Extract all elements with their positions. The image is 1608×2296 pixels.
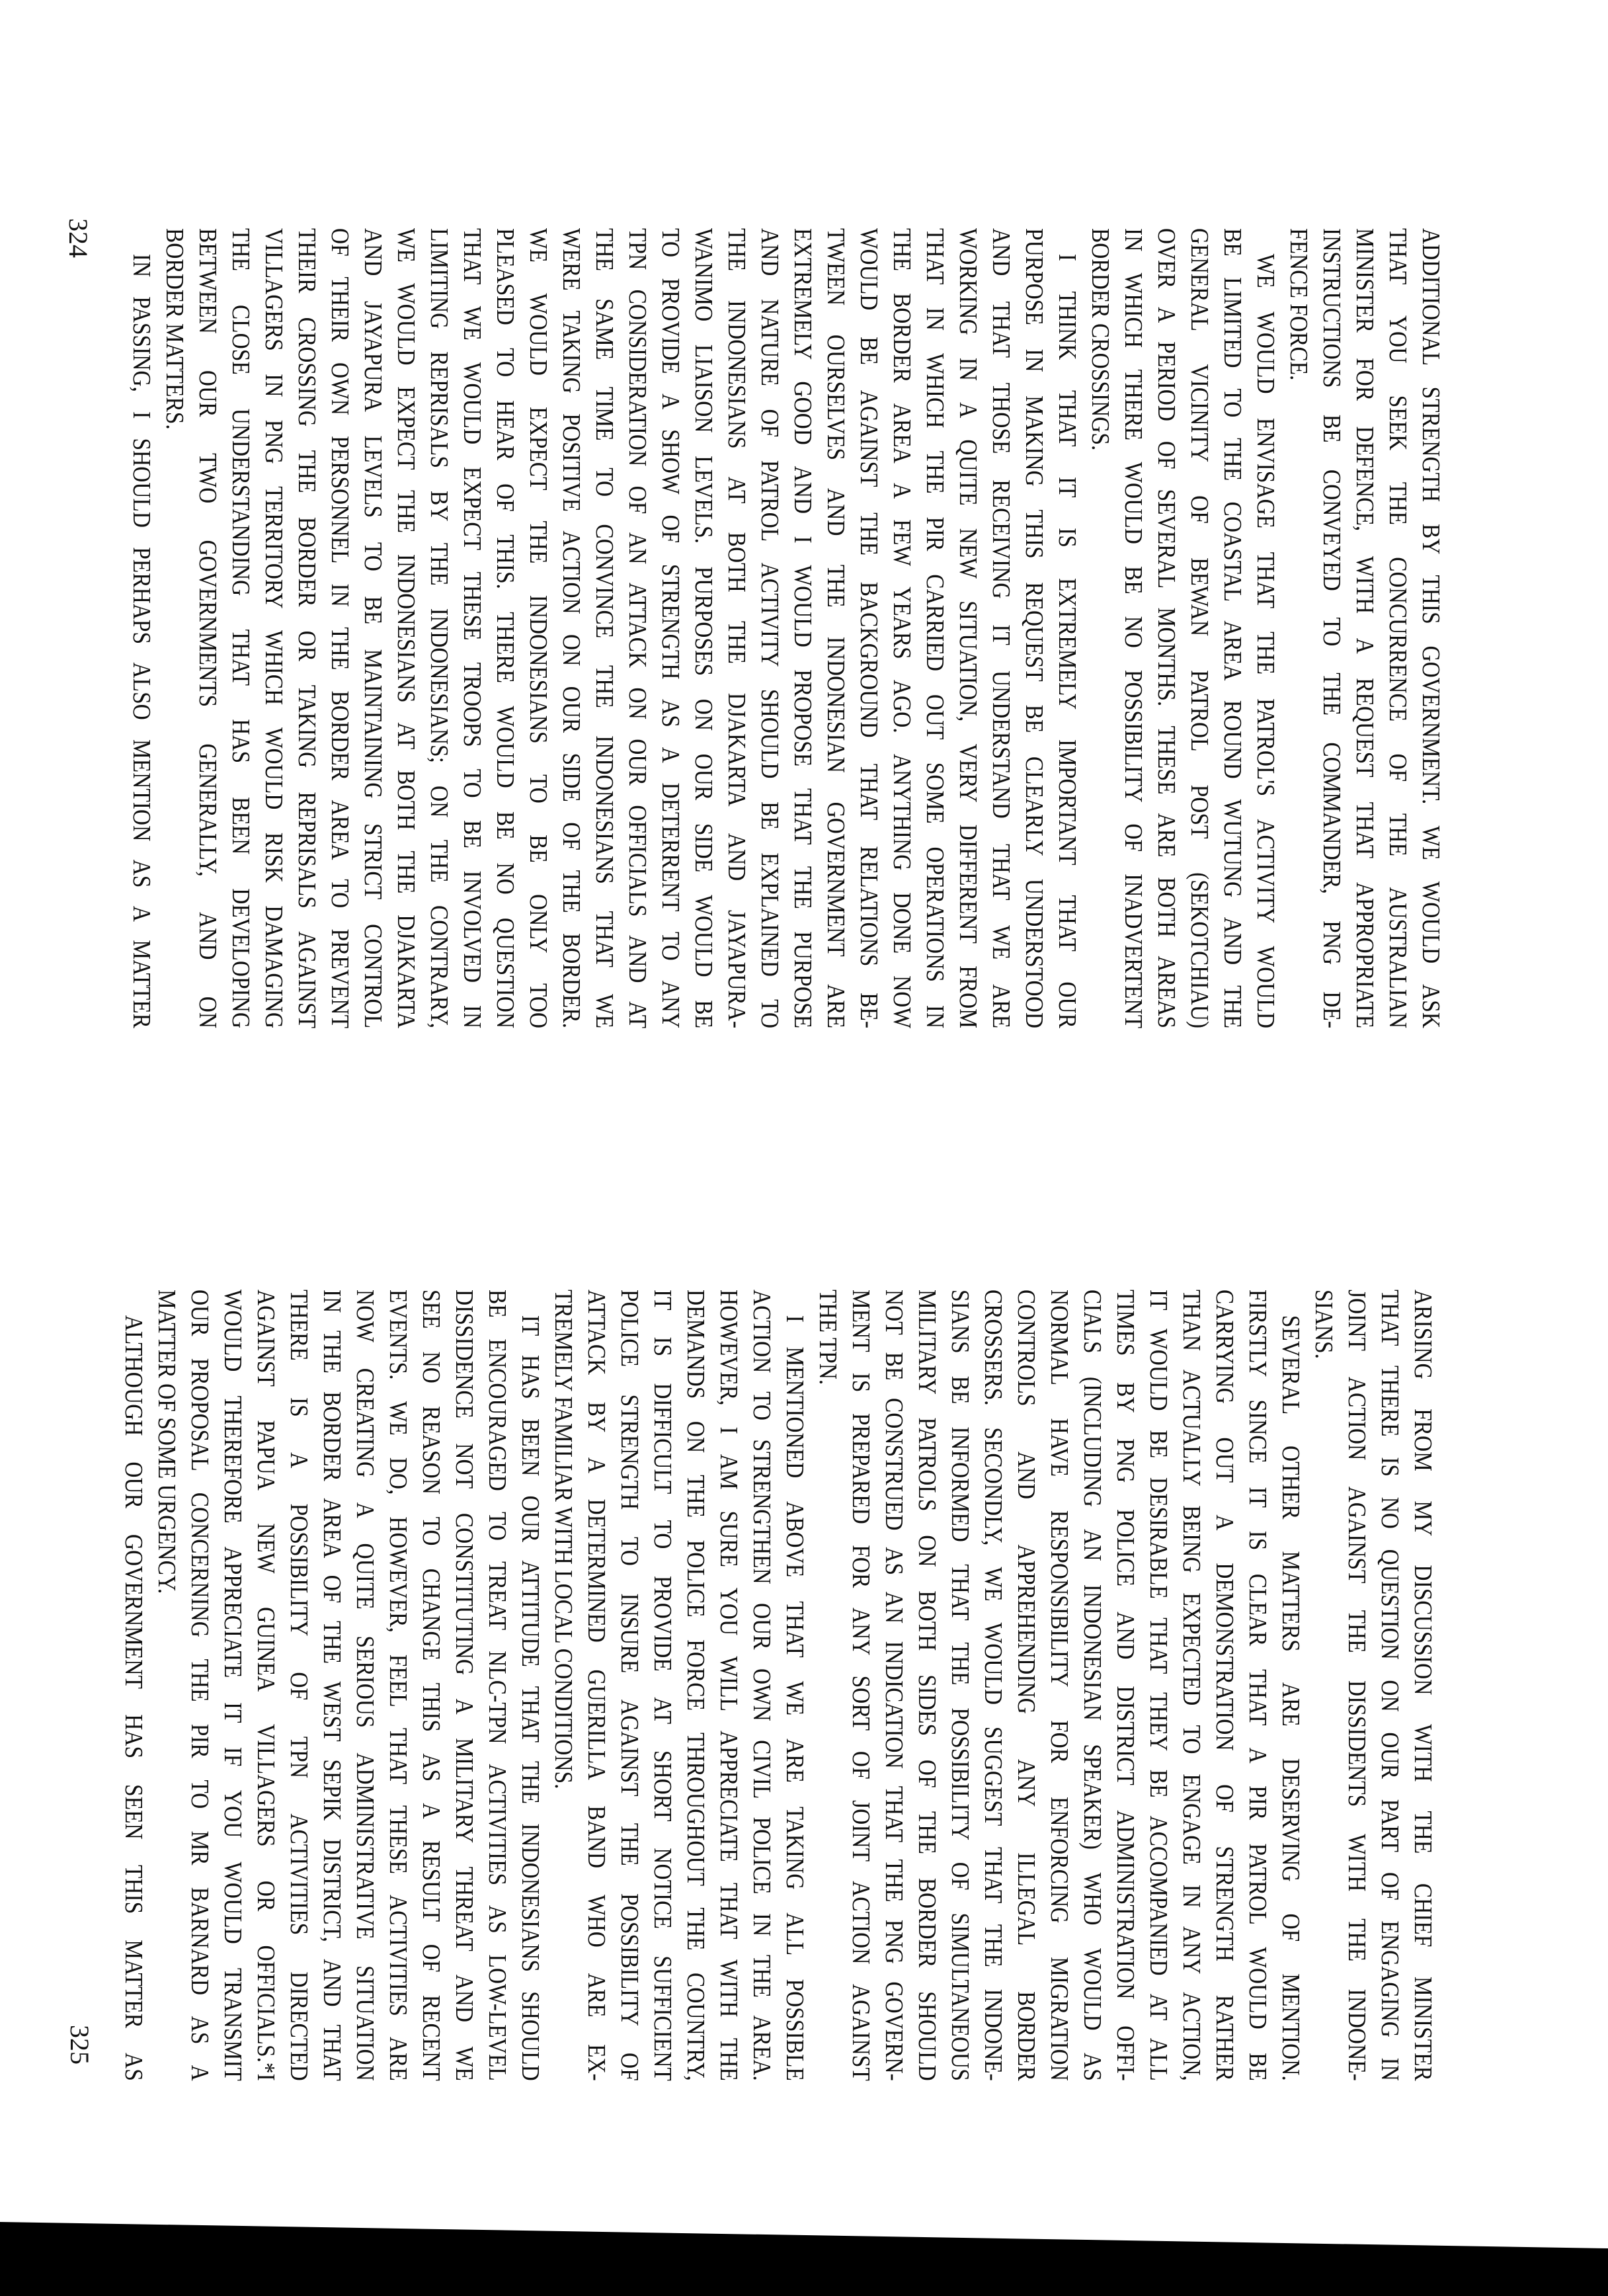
text-line: GENERAL VICINITY OF BEWAN PATROL POST (SEKOTCHIAU) <box>1186 228 1213 1028</box>
text-line: CIALS (INCLUDING AN INDONESIAN SPEAKER) WHO WOULD AS <box>1078 1290 1106 2081</box>
text-line: THERE IS A POSSIBILITY OF TPN ACTIVITIES DIRECTED <box>285 1290 313 2081</box>
text-line: CONTROLS AND APPREHENDING ANY ILLEGAL BORDER <box>1012 1290 1040 2081</box>
text-line: HOWEVER, I AM SURE YOU WILL APPRECIATE THAT WITH THE <box>715 1290 743 2081</box>
text-line: EXTREMELY GOOD AND I WOULD PROPOSE THAT THE PURPOSE <box>789 228 817 1028</box>
text-line: SEE NO REASON TO CHANGE THIS AS A RESULT OF RECENT <box>417 1290 445 2081</box>
page-324-text-block <box>125 228 1447 1028</box>
text-line: BE ENCOURAGED TO TREAT NLC-TPN ACTIVITIES AS LOW-LEVEL <box>483 1290 511 2081</box>
text-line: POLICE STRENGTH TO INSURE AGAINST THE POSSIBILITY OF <box>616 1290 643 2081</box>
text-line: PLEASED TO HEAR OF THIS. THERE WOULD BE NO QUESTION <box>491 228 519 1028</box>
text-line: THE TPN. <box>814 1290 842 1385</box>
text-line: TWEEN OURSELVES AND THE INDONESIAN GOVERNMENT ARE <box>822 228 850 1028</box>
text-line: AGAINST PAPUA NEW GUINEA VILLAGERS OR OFFICIALS.*I <box>252 1290 280 2081</box>
text-line: WANIMO LIAISON LEVELS. PURPOSES ON OUR SIDE WOULD BE <box>690 228 717 1028</box>
text-line: AND NATURE OF PATROL ACTIVITY SHOULD BE EXPLAINED TO <box>756 228 784 1028</box>
text-line: BE LIMITED TO THE COASTAL AREA ROUND WUTUNG AND THE <box>1219 228 1246 1028</box>
text-line: WORKING IN A QUITE NEW SITUATION, VERY DIFFERENT FROM <box>954 228 982 1028</box>
text-line: CROSSERS. SECONDLY, WE WOULD SUGGEST THAT THE INDONE- <box>979 1290 1007 2081</box>
text-line: IT HAS BEEN OUR ATTITUDE THAT THE INDONESIANS SHOULD <box>516 1315 544 2081</box>
text-line: AND JAYAPURA LEVELS TO BE MAINTAINING STRICT CONTROL <box>359 228 387 1028</box>
text-line: TPN CONSIDERATION OF AN ATTACK ON OUR OFFICIALS AND AT <box>623 228 651 1028</box>
text-line: IT IS DIFFICULT TO PROVIDE AT SHORT NOTICE SUFFICIENT <box>649 1290 676 2081</box>
text-line: BORDER CROSSINGS. <box>1086 228 1114 451</box>
text-line: INSTRUCTIONS BE CONVEYED TO THE COMMANDER, PNG DE- <box>1318 228 1346 1028</box>
text-line: WE WOULD EXPECT THE INDONESIANS AT BOTH THE DJAKARTA <box>392 228 420 1028</box>
text-line: NORMAL HAVE RESPONSIBILITY FOR ENFORCING MIGRATION <box>1045 1290 1073 2081</box>
text-line: VILLAGERS IN PNG TERRITORY WHICH WOULD RISK DAMAGING <box>260 228 288 1028</box>
text-line: SIANS BE INFORMED THAT THE POSSIBILITY OF SIMULTANEOUS <box>946 1290 974 2081</box>
text-line: WE WOULD EXPECT THE INDONESIANS TO BE ONLY TOO <box>524 228 552 1028</box>
text-line: WOULD BE AGAINST THE BACKGROUND THAT RELATIONS BE- <box>855 228 883 1028</box>
text-line: THE CLOSE UNDERSTANDING THAT HAS BEEN DEVELOPING <box>227 228 255 1028</box>
text-line: IN WHICH THERE WOULD BE NO POSSIBILITY OF INADVERTENT <box>1119 228 1147 1028</box>
text-line: IN THE BORDER AREA OF THE WEST SEPIK DISTRICT, AND THAT <box>318 1290 346 2081</box>
text-line: DEMANDS ON THE POLICE FORCE THROUGHOUT THE COUNTRY, <box>682 1290 709 2081</box>
text-line: ACTION TO STRENGTHEN OUR OWN CIVIL POLICE IN THE AREA. <box>748 1290 776 2081</box>
text-line: OUR PROPOSAL CONCERNING THE PIR TO MR BARNARD AS A <box>186 1290 214 2081</box>
text-line: ARISING FROM MY DISCUSSION WITH THE CHIEF MINISTER <box>1409 1290 1437 2081</box>
text-line: OF THEIR OWN PERSONNEL IN THE BORDER AREA TO PREVENT <box>326 228 354 1028</box>
text-line: BORDER MATTERS. <box>161 228 188 430</box>
text-line: THAT WE WOULD EXPECT THESE TROOPS TO BE INVOLVED IN <box>458 228 486 1028</box>
text-line: ADDITIONAL STRENGTH BY THIS GOVERNMENT. WE WOULD ASK <box>1417 228 1445 1028</box>
page-number-324: 324 <box>63 218 93 258</box>
text-line: PURPOSE IN MAKING THIS REQUEST BE CLEARLY UNDERSTOOD <box>1020 228 1048 1028</box>
text-line: SIANS. <box>1310 1290 1338 1359</box>
page-number-325: 325 <box>65 2025 95 2065</box>
text-line: THAT THERE IS NO QUESTION ON OUR PART OF ENGAGING IN <box>1376 1290 1404 2081</box>
text-line: THEIR CROSSING THE BORDER OR TAKING REPRISALS AGAINST <box>293 228 321 1028</box>
text-line: OVER A PERIOD OF SEVERAL MONTHS. THESE ARE BOTH AREAS <box>1152 228 1180 1028</box>
text-line: I THINK THAT IT IS EXTREMELY IMPORTANT THAT OUR <box>1053 253 1081 1028</box>
text-line: ATTACK BY A DETERMINED GUERILLA BAND WHO ARE EX- <box>583 1290 610 2081</box>
text-line: IN PASSING, I SHOULD PERHAPS ALSO MENTION AS A MATTER <box>128 253 155 1028</box>
text-line: MILITARY PATROLS ON BOTH SIDES OF THE BORDER SHOULD <box>913 1290 941 2081</box>
text-line: SEVERAL OTHER MATTERS ARE DESERVING OF MENTION. <box>1277 1315 1305 2081</box>
text-line: TIMES BY PNG POLICE AND DISTRICT ADMINISTRATION OFFI- <box>1111 1290 1139 2081</box>
text-line: TREMELY FAMILIAR WITH LOCAL CONDITIONS. <box>549 1290 577 1789</box>
text-line: ALTHOUGH OUR GOVERNMENT HAS SEEN THIS MATTER AS <box>120 1315 147 2081</box>
text-line: NOT BE CONSTRUED AS AN INDICATION THAT THE PNG GOVERN- <box>880 1290 908 2081</box>
page-325-text-block <box>117 1290 1439 2081</box>
text-line: NOW CREATING A QUITE SERIOUS ADMINISTRATIVE SITUATION <box>351 1290 379 2081</box>
text-line: MINISTER FOR DEFENCE, WITH A REQUEST THAT APPROPRIATE <box>1351 228 1379 1028</box>
text-line: IT WOULD BE DESIRABLE THAT THEY BE ACCOMPANIED AT ALL <box>1145 1290 1172 2081</box>
text-line: THAT YOU SEEK THE CONCURRENCE OF THE AUSTRALIAN <box>1384 228 1412 1028</box>
text-line: FIRSTLY SINCE IT IS CLEAR THAT A PIR PATROL WOULD BE <box>1244 1290 1271 2081</box>
text-line: MENT IS PREPARED FOR ANY SORT OF JOINT ACTION AGAINST <box>847 1290 875 2081</box>
text-line: WE WOULD ENVISAGE THAT THE PATROL'S ACTIVITY WOULD <box>1252 253 1279 1028</box>
text-line: CARRYING OUT A DEMONSTRATION OF STRENGTH RATHER <box>1211 1290 1238 2081</box>
text-line: JOINT ACTION AGAINST THE DISSIDENTS WITH THE INDONE- <box>1343 1290 1371 2081</box>
text-line: THE INDONESIANS AT BOTH THE DJAKARTA AND JAYAPURA- <box>723 228 750 1028</box>
text-line: MATTER OF SOME URGENCY. <box>153 1290 181 1594</box>
text-line: LIMITING REPRISALS BY THE INDONESIANS; ON THE CONTRARY, <box>425 228 453 1028</box>
text-line: THE SAME TIME TO CONVINCE THE INDONESIANS THAT WE <box>590 228 618 1028</box>
text-line: DISSIDENCE NOT CONSTITUTING A MILITARY THREAT AND WE <box>450 1290 478 2081</box>
text-line: WERE TAKING POSITIVE ACTION ON OUR SIDE OF THE BORDER. <box>557 228 585 1028</box>
page-324-lines <box>125 228 1447 1028</box>
text-line: EVENTS. WE DO, HOWEVER, FEEL THAT THESE ACTIVITIES ARE <box>384 1290 412 2081</box>
text-line: TO PROVIDE A SHOW OF STRENGTH AS A DETERRENT TO ANY <box>657 228 684 1028</box>
text-line: THAT IN WHICH THE PIR CARRIED OUT SOME OPERATIONS IN <box>921 228 949 1028</box>
text-line: THE BORDER AREA A FEW YEARS AGO. ANYTHING DONE NOW <box>888 228 916 1028</box>
page-325-lines <box>117 1290 1439 2081</box>
scan-black-border <box>0 2209 1608 2296</box>
text-line: I MENTIONED ABOVE THAT WE ARE TAKING ALL POSSIBLE <box>781 1315 809 2081</box>
text-line: FENCE FORCE. <box>1285 228 1312 381</box>
text-line: THAN ACTUALLY BEING EXPECTED TO ENGAGE IN ANY ACTION, <box>1178 1290 1205 2081</box>
text-line: AND THAT THOSE RECEIVING IT UNDERSTAND THAT WE ARE <box>987 228 1015 1028</box>
text-line: BETWEEN OUR TWO GOVERNMENTS GENERALLY, AND ON <box>194 228 221 1028</box>
text-line: WOULD THEREFORE APPRECIATE IT IF YOU WOULD TRANSMIT <box>219 1290 247 2081</box>
